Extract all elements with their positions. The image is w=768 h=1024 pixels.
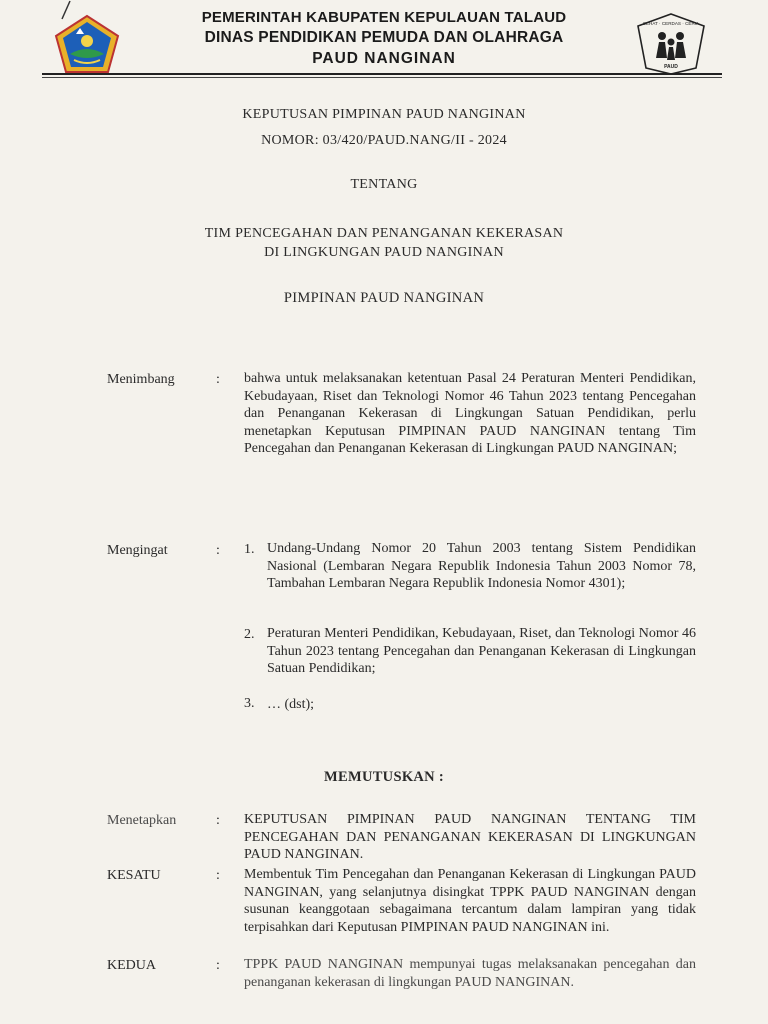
letterhead-rule-thick (42, 73, 722, 75)
kesatu-text: Membentuk Tim Pencegahan dan Penanganan Kekerasan di Lingkungan PAUD NANGINAN, yang selanjutnya disingkat TPPK PAUD NANGINAN dengan susunan keanggotaan sebagaimana tercantum dalam lampiran yang tidak terpisahkan dari Keputusan PIMPINAN PAUD NANGINAN ini. (244, 867, 696, 935)
letterhead-school: PAUD NANGINAN (312, 50, 456, 67)
letterhead-rule-thin (42, 77, 722, 78)
menimbang-text: bahwa untuk melaksanakan ketentuan Pasal 24 Peraturan Menteri Pendidikan, Kebudayaan, Riset dan Teknologi Nomor 46 Tahun 2023 tentang Pencegahan dan Penanganan Kekerasan di Lingkungan Satuan Pendidikan, perlu menetapkan Keputusan PIMPINAN PAUD NANGINAN tentang Tim Pencegahan dan Penanganan Kekerasan di Lingkungan PAUD NANGINAN; (244, 371, 696, 456)
kesatu-label: KESATU (107, 868, 161, 883)
kedua-text: TPPK PAUD NANGINAN mempunyai tugas melaksanakan pencegahan dan penanganan kekerasan di lingkungan PAUD NANGINAN. (244, 957, 696, 990)
kedua-colon: : (216, 958, 220, 973)
letterhead-government: PEMERINTAH KABUPATEN KEPULAUAN TALAUD (201, 9, 567, 26)
mengingat-item-1-number: 1. (244, 542, 255, 557)
mengingat-item-1-text: Undang-Undang Nomor 20 Tahun 2003 tentang Sistem Pendidikan Nasional (Lembaran Negara Republik Indonesia Tahun 2003 Nomor 78, Tambahan Lembaran Negara Republik Indonesia Nomor 4301); (267, 541, 696, 591)
mengingat-item-2-text: Peraturan Menteri Pendidikan, Kebudayaan, Riset, dan Teknologi Nomor 46 Tahun 2023 tentang Pencegahan dan Penanganan Kekerasan di Lingkungan Satuan Pendidikan; (267, 626, 696, 676)
menimbang-label: Menimbang (107, 372, 175, 387)
letterhead-department: DINAS PENDIDIKAN PEMUDA DAN OLAHRAGA (204, 29, 564, 46)
menetapkan-text: KEPUTUSAN PIMPINAN PAUD NANGINAN TENTANG TIM PENCEGAHAN DAN PENANGANAN KEKERASAN DI LINGKUNGAN PAUD NANGINAN. (244, 812, 696, 862)
menetapkan-colon: : (216, 813, 220, 828)
paud-emblem-motto: SEHAT · CERDAS · CERIA (642, 21, 700, 26)
mengingat-item-3-number: 3. (244, 696, 255, 711)
mengingat-item-3-text: … (dst); (267, 697, 315, 712)
paud-emblem-logo (632, 12, 710, 76)
decree-number: NOMOR: 03/420/PAUD.NANG/II - 2024 (261, 133, 507, 148)
decree-subject (0, 224, 768, 262)
regency-emblem-logo (54, 14, 120, 74)
subject-line-1: TIM PENCEGAHAN DAN PENANGANAN KEKERASAN (204, 226, 564, 241)
mengingat-item-2-number: 2. (244, 627, 255, 642)
paud-emblem-label: PAUD (664, 64, 678, 70)
menimbang-colon: : (216, 372, 220, 387)
mengingat-label: Mengingat (107, 543, 168, 558)
letterhead (150, 8, 618, 70)
kesatu-colon: : (216, 868, 220, 883)
decree-heading: KEPUTUSAN PIMPINAN PAUD NANGINAN (242, 107, 526, 122)
about-heading: TENTANG (350, 177, 418, 192)
issuing-authority: PIMPINAN PAUD NANGINAN (283, 290, 485, 306)
menetapkan-label: Menetapkan (107, 813, 177, 828)
decision-heading: MEMUTUSKAN : (324, 769, 444, 785)
subject-line-2: DI LINGKUNGAN PAUD NANGINAN (264, 245, 504, 260)
mengingat-colon: : (216, 543, 220, 558)
kedua-label: KEDUA (107, 958, 156, 973)
